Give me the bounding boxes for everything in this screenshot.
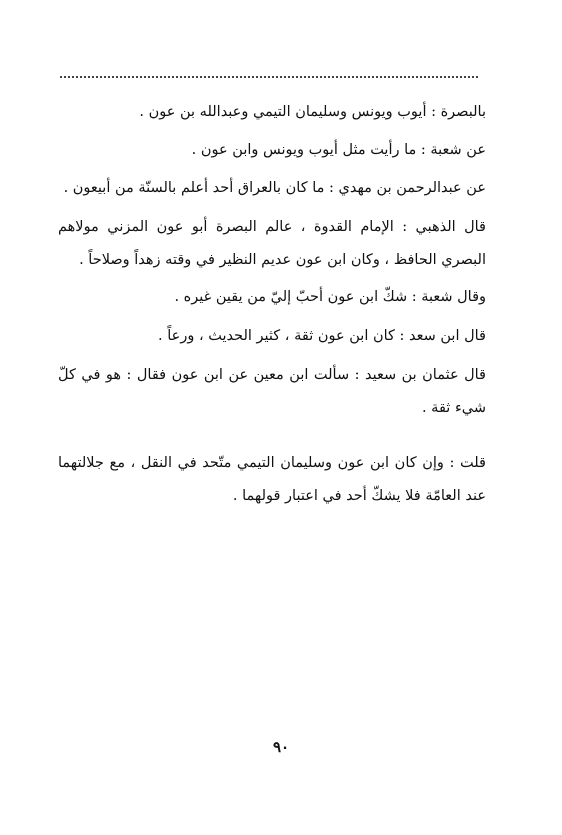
paragraph-shuba-quote: عن شعبة : ما رأيت مثل أيوب ويونس وابن عون . [191, 142, 486, 158]
paragraph-dhahabi-quote: قال الذهبي : الإمام القدوة ، عالم البصرة أبو عون المزني مولاهم البصري الحافظ ، وكان ابن عون عديم النظير في وقته زهداً وصلاحاً . [58, 219, 486, 268]
paragraph-basra: بالبصرة : أيوب ويونس وسليمان التيمي وعبدالله بن عون . [139, 104, 486, 120]
paragraph-author-note: قلت : وإن كان ابن عون وسليمان التيمي متّحد في النقل ، مع جلالتهما عند العامّة فلا يشكّ أحد في اعتبار قولهما . [58, 455, 486, 504]
paragraph-ibn-mahdi-quote: عن عبدالرحمن بن مهدي : ما كان بالعراق أحد أعلم بالسنّة من أبيعون . [63, 180, 486, 196]
page-body [58, 96, 486, 513]
page-number: ٩٠ [272, 738, 290, 756]
dotted-separator [60, 76, 478, 78]
paragraph-ibn-saad-quote: قال ابن سعد : كان ابن عون ثقة ، كثير الحديث ، ورعاً . [158, 328, 486, 344]
paragraph-shuba-second-quote: وقال شعبة : شكّ ابن عون أحبّ إليّ من يقين غيره . [174, 289, 486, 305]
paragraph-uthman-quote: قال عثمان بن سعيد : سألت ابن معين عن ابن عون فقال : هو في كلّ شيء ثقة . [58, 367, 486, 416]
